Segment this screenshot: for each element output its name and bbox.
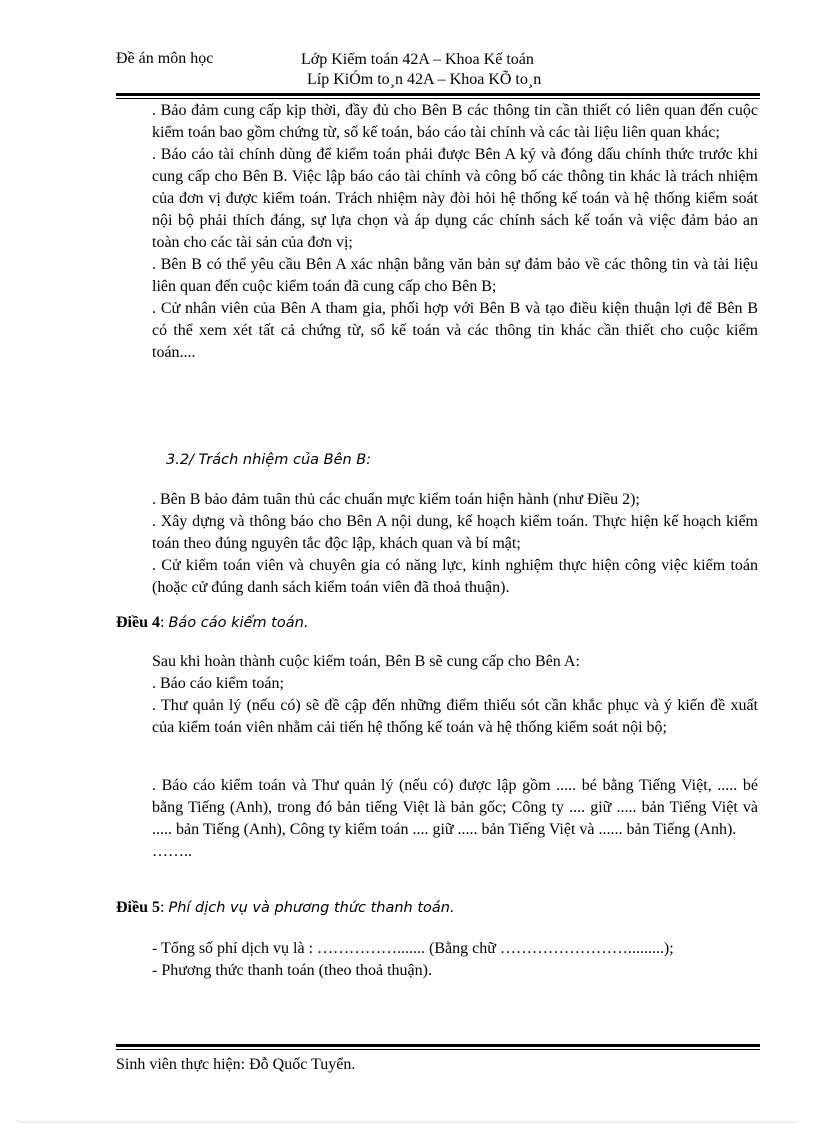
dieu4-body-2 — [152, 775, 758, 863]
paragraph: . Bảo đảm cung cấp kịp thời, đầy đủ cho Bên B các thông tin cần thiết có liên quan đến cuộc kiểm toán bao gồm chứng từ, sổ kế toán, báo cáo tài chính và các tài liệu liên quan khác; — [152, 102, 758, 141]
dieu4-label: Điều 4 — [116, 614, 160, 631]
paragraph: . Bên B có thể yêu cầu Bên A xác nhận bằng văn bản sự đảm bảo về các thông tin và tài liệu liên quan đến cuộc kiểm toán đã cung cấp cho Bên B; — [152, 256, 758, 295]
header-course: Đề án môn học — [116, 50, 214, 67]
dieu5-label: Điều 5 — [116, 899, 160, 916]
dieu4-title: Báo cáo kiểm toán. — [168, 615, 309, 631]
paragraph: . Báo cáo tài chính dùng để kiểm toán phải được Bên A ký và đóng dấu chính thức trước khi cung cấp cho Bên B. Việc lập báo cáo tài chính và công bố các thông tin khác là trách nhiệm của đơn vị được kiểm toán. Trách nhiệm này đòi hỏi hệ thống kế toán và hệ thống kiểm soát nội bộ phải thích đáng, sự lựa chọn và áp dụng các chính sách kế toán và việc đảm bảo an toàn cho các tài sản của đơn vị; — [152, 146, 758, 251]
paragraph: . Cử kiểm toán viên và chuyên gia có năng lực, kinh nghiệm thực hiện công việc kiểm toán (hoặc cử đúng danh sách kiểm toán viên đã thoả thuận). — [152, 557, 758, 596]
footer-author: Sinh viên thực hiện: Đỗ Quốc Tuyển. — [116, 1056, 356, 1073]
paragraph: . Thư quản lý (nếu có) sẽ đề cập đến những điểm thiếu sót cần khắc phục và ý kiến đề xuất của kiểm toán viên nhằm cải tiến hệ thống kế toán và hệ thống kiểm soát nội bộ; — [152, 697, 758, 736]
dieu5-heading: Điều 5: Phí dịch vụ và phương thức thanh toán. — [116, 899, 455, 916]
paragraph: . Cử nhân viên của Bên A tham gia, phối hợp với Bên B và tạo điều kiện thuận lợi để Bên B có thể xem xét tất cả chứng từ, sổ kế toán và các thông tin khác cần thiết cho cuộc kiểm toán.... — [152, 300, 758, 361]
paragraph: Sau khi hoàn thành cuộc kiểm toán, Bên B sẽ cung cấp cho Bên A: — [152, 653, 580, 670]
dieu5-body — [152, 938, 758, 982]
section-b-body — [152, 489, 758, 599]
footer-rule-thin — [116, 1049, 760, 1050]
paragraph: - Tổng số phí dịch vụ là : ……………....... (Bằng chữ …………………….........); — [152, 940, 674, 957]
header-class-line1: Lớp Kiểm toán 42A – Khoa Kế toán — [301, 51, 534, 68]
footer-rule-thick — [116, 1044, 760, 1047]
paragraph: …….. — [152, 843, 192, 860]
section-b-heading: 3.2/ Trách nhiệm của Bên B: — [166, 452, 372, 468]
paragraph: . Xây dựng và thông báo cho Bên A nội dung, kế hoạch kiểm toán. Thực hiện kế hoạch kiểm toán theo đúng nguyên tắc độc lập, khách quan và bí mật; — [152, 513, 758, 552]
paragraph: . Bên B bảo đảm tuân thủ các chuẩn mực kiểm toán hiện hành (như Điều 2); — [152, 491, 640, 508]
section-a-body — [152, 100, 758, 364]
header-class — [301, 50, 541, 90]
header-class-line2: Líp KiÓm to¸n 42A – Khoa KÕ to¸n — [307, 71, 542, 88]
dieu4-heading: Điều 4: Báo cáo kiểm toán. — [116, 614, 309, 631]
paragraph: . Báo cáo kiểm toán; — [152, 675, 284, 692]
header-rule-thin — [116, 98, 760, 99]
dieu5-title: Phí dịch vụ và phương thức thanh toán. — [168, 900, 455, 916]
paragraph: . Báo cáo kiểm toán và Thư quản lý (nếu có) được lập gồm ..... bé bằng Tiếng Việt, ..... bé bằng Tiếng (Anh), trong đó bản tiếng Việt là bản gốc; Công ty .... giữ ..... bản Tiếng Việt và ..... bản Tiếng (Anh), Công ty kiểm toán .... giữ ..... bản Tiếng Việt và ...... bản Tiếng (Anh). — [152, 777, 758, 838]
paragraph: - Phương thức thanh toán (theo thoả thuận). — [152, 962, 432, 979]
dieu4-body — [152, 651, 758, 739]
header-rule-thick — [116, 93, 760, 96]
